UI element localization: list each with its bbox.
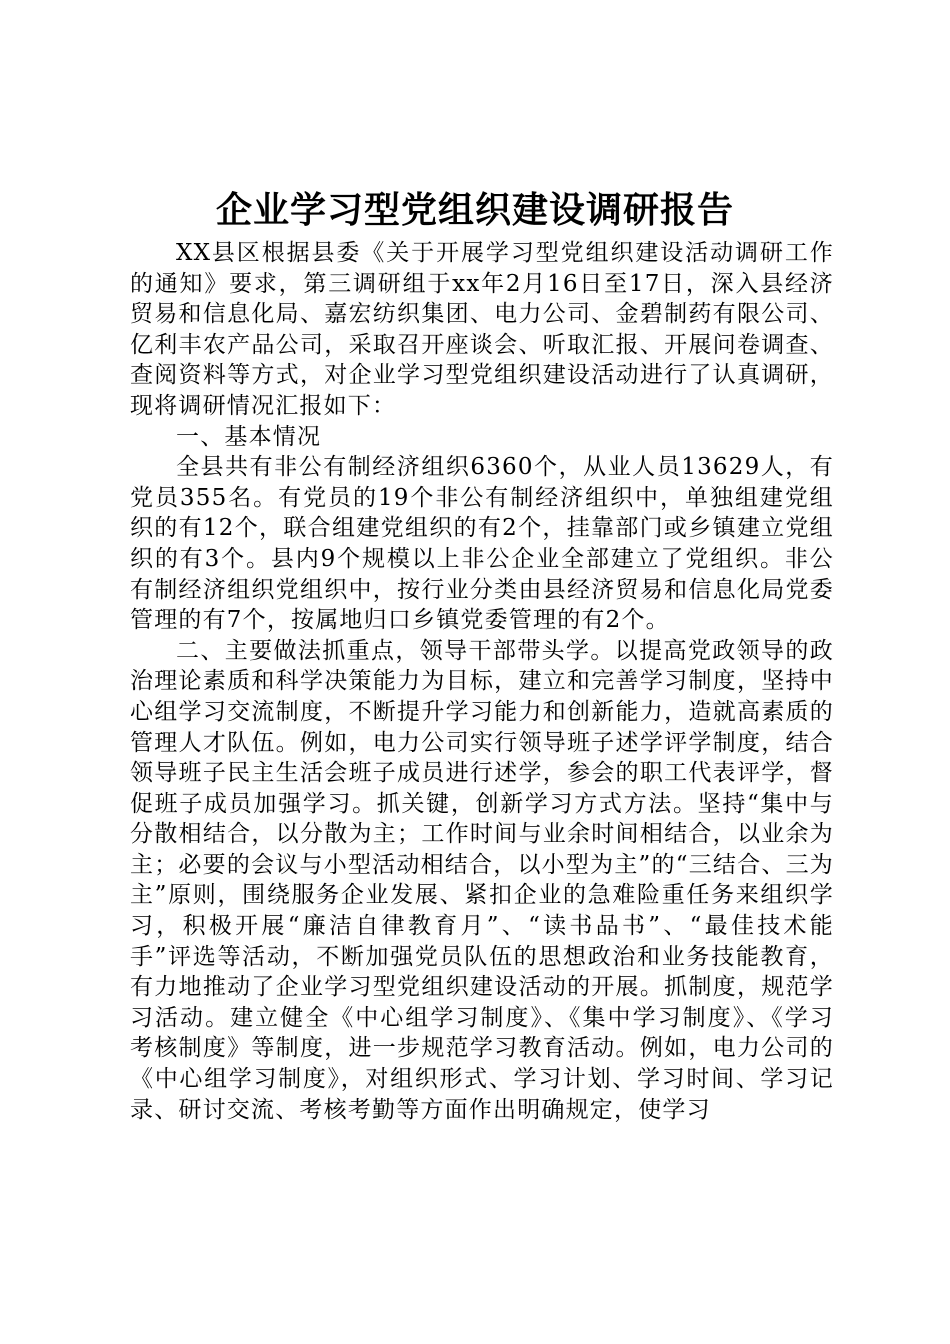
document-body (130, 238, 834, 1125)
paragraph-main-practices: 二、主要做法抓重点，领导干部带头学。以提高党政领导的政治理论素质和科学决策能力为目标，建立和完善学习制度，坚持中心组学习交流制度，不断提升学习能力和创新能力，造就高素质的管理人才队伍。例如，电力公司实行领导班子述学评学制度，结合领导班子民主生活会班子成员进行述学，参会的职工代表评学，督促班子成员加强学习。抓关键，创新学习方式方法。坚持“集中与分散相结合，以分散为主；工作时间与业余时间相结合，以业余为主；必要的会议与小型活动相结合，以小型为主”的“三结合、三为主”原则，围绕服务企业发展、紧扣企业的急难险重任务来组织学习，积极开展“廉洁自律教育月”、“读书品书”、“最佳技术能手”评选等活动，不断加强党员队伍的思想政治和业务技能教育，有力地推动了企业学习型党组织建设活动的开展。抓制度，规范学习活动。建立健全《中心组学习制度》、《集中学习制度》、《学习考核制度》等制度，进一步规范学习教育活动。例如，电力公司的《中心组学习制度》，对组织形式、学习计划、学习时间、学习记录、研讨交流、考核考勤等方面作出明确规定，使学习 (130, 637, 834, 1123)
heading-basic-situation: 一、基本情况 (176, 423, 322, 450)
document-title: 企业学习型党组织建设调研报告 (215, 189, 734, 231)
paragraph-basic-situation: 全县共有非公有制经济组织6360个，从业人员13629人，有党员355名。有党员的19个非公有制经济组织中，单独组建党组织的有12个，联合组建党组织的有2个，挂靠部门或乡镇建立党组织的有3个。县内9个规模以上非公企业全部建立了党组织。非公有制经济组织党组织中，按行业分类由县经济贸易和信息化局党委管理的有7个，按属地归口乡镇党委管理的有2个。 (130, 454, 834, 634)
paragraph-intro: XX县区根据县委《关于开展学习型党组织建设活动调研工作的通知》要求，第三调研组于xx年2月16日至17日，深入县经济贸易和信息化局、嘉宏纺织集团、电力公司、金碧制药有限公司、亿利丰农产品公司，采取召开座谈会、听取汇报、开展问卷调查、查阅资料等方式，对企业学习型党组织建设活动进行了认真调研，现将调研情况汇报如下： (130, 240, 834, 419)
